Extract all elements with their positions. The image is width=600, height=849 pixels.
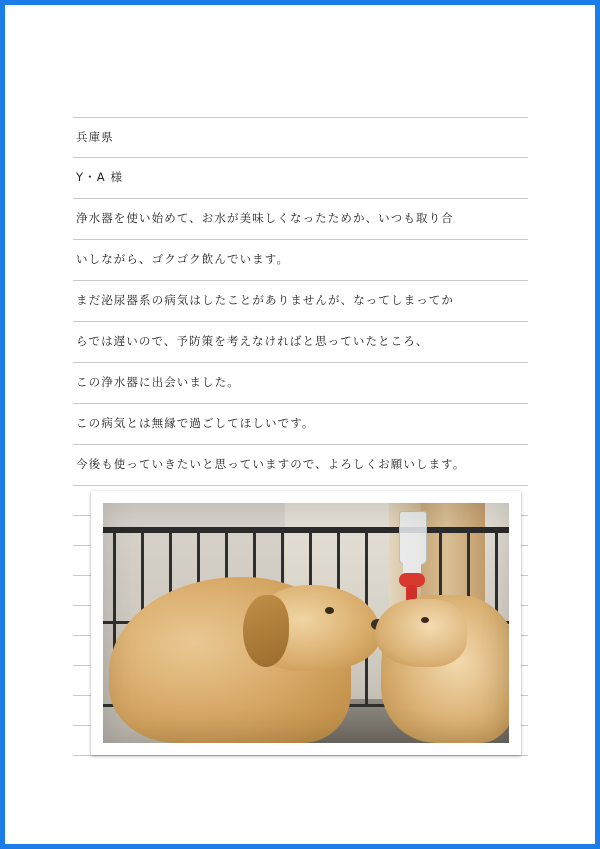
letter-line-text: いしながら、ゴクゴク飲んでいます。 — [76, 252, 290, 267]
letter-line-text: 今後も使っていきたいと思っていますので、よろしくお願いします。 — [76, 457, 466, 472]
photo-vignette — [103, 503, 509, 743]
letter-line-text: らでは遅いので、予防策を考えなければと思っていたところ、 — [76, 334, 429, 349]
letter-line — [73, 199, 528, 240]
letter-line — [73, 117, 528, 158]
letter-line — [73, 363, 528, 404]
letter-line-text: この浄水器に出会いました。 — [76, 375, 240, 390]
letter-line — [73, 158, 528, 199]
letter-line-text: Y・A 様 — [76, 170, 124, 185]
photo-frame — [91, 491, 521, 755]
letter-line-text: 兵庫県 — [76, 129, 114, 144]
letter-line-text: この病気とは無縁で過ごしてほしいです。 — [76, 416, 315, 431]
letter-line — [73, 240, 528, 281]
letter-line — [73, 281, 528, 322]
letter-line-text: 浄水器を使い始めて、お水が美味しくなったためか、いつも取り合 — [76, 211, 454, 226]
letter-line — [73, 404, 528, 445]
dogs-drinking-photo — [103, 503, 509, 743]
letter-line-text: まだ泌尿器系の病気はしたことがありませんが、なってしまってか — [76, 293, 454, 308]
letter-line — [73, 322, 528, 363]
letter-line — [73, 445, 528, 486]
paper-page — [5, 5, 595, 844]
